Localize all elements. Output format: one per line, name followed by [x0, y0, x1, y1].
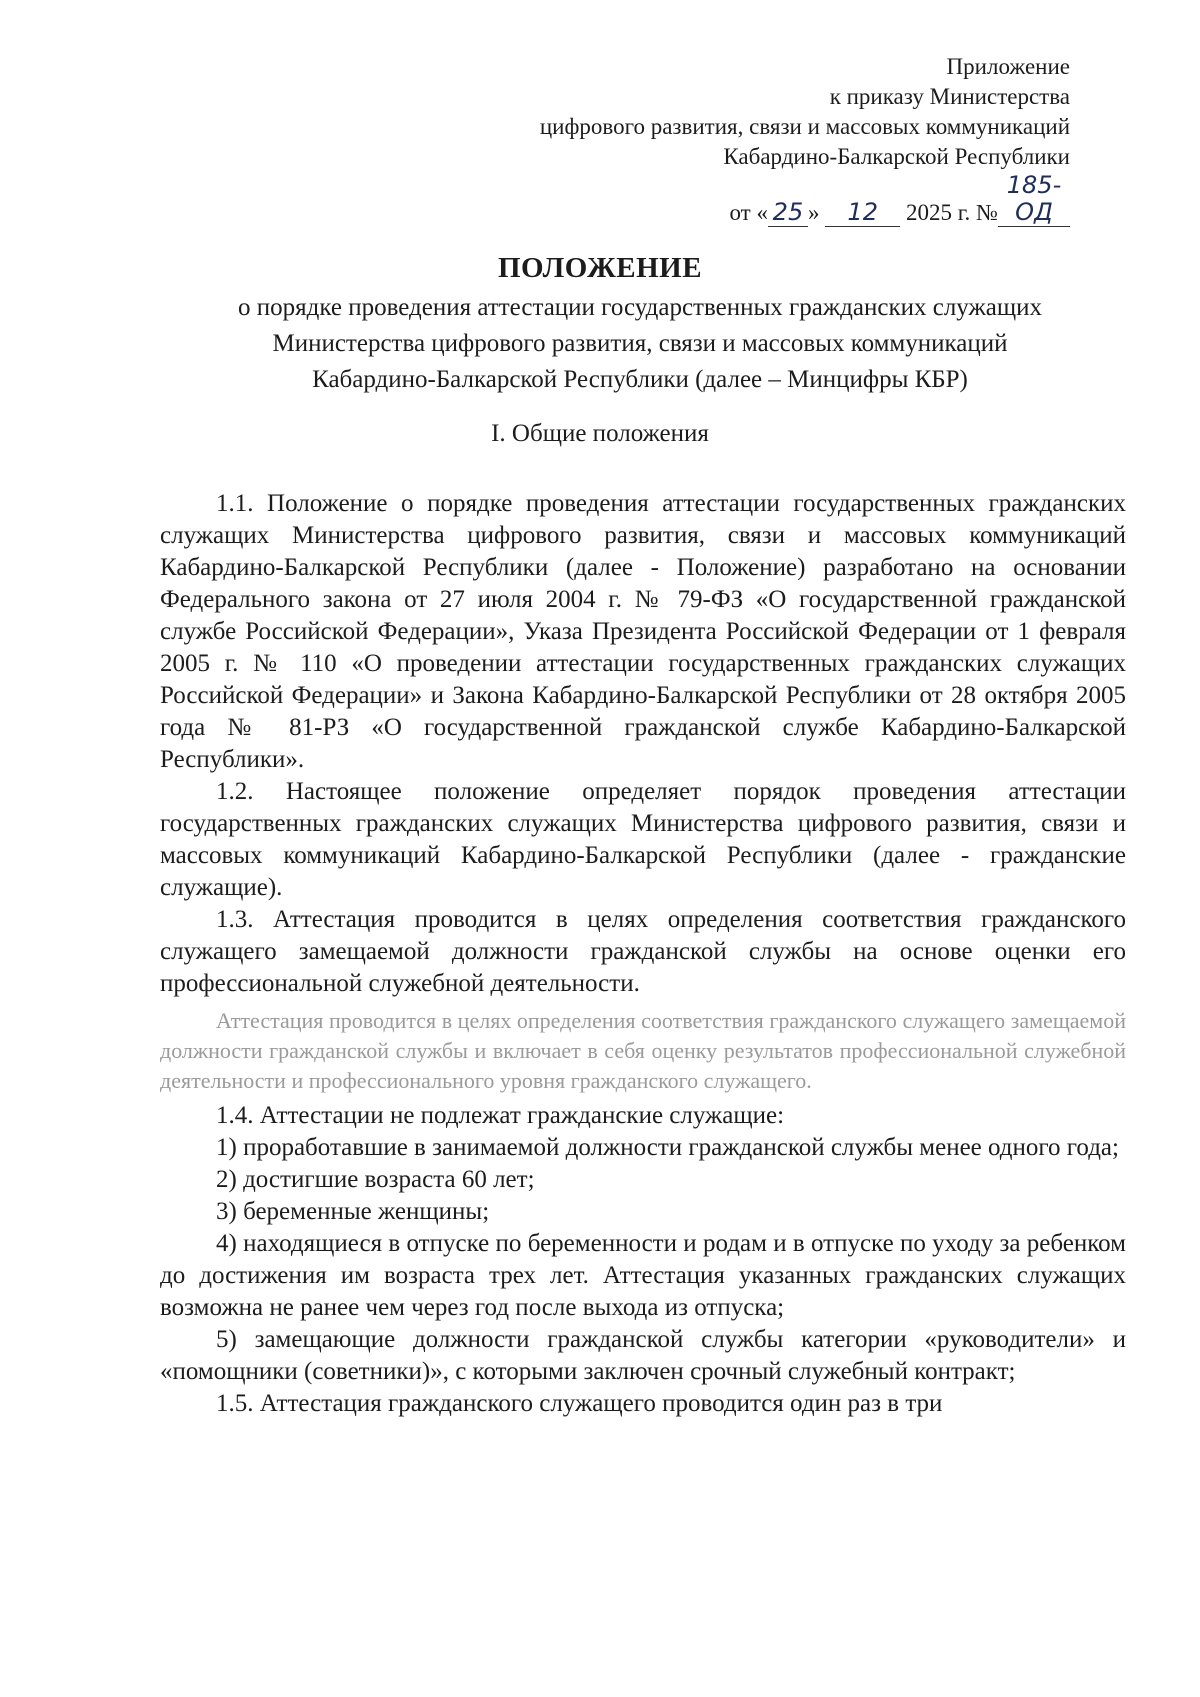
faded-paragraph: Аттестация проводится в целях определения соответствия гражданского служащего замещаемой должности гражданской службы и включает в себя оценку результатов профессиональной служебной деятельности и профессионального уровня гражданского служащего. [160, 1008, 1126, 1093]
attachment-line: к приказу Министерства [829, 84, 1070, 109]
paragraph-1-3: 1.3. Аттестация проводится в целях определения соответствия гражданского служащего замещаемой должности гражданской службы на основе оценки его профессиональной служебной деятельности. [160, 906, 1126, 997]
order-day-handwritten: 25 [772, 198, 804, 226]
paragraph-1-1: 1.1. Положение о порядке проведения аттестации государственных гражданских служащих Министерства цифрового развития, связи и массовых коммуникаций Кабардино-Балкарской Республики (далее - Положение) разработано на основании Федерального закона от 27 июля 2004 г. № 79-ФЗ «О государственной гражданской службе Российской Федерации», Указа Президента Российской Федерации от 1 февраля 2005 г. № 110 «О проведении аттестации государственных гражданских служащих Российской Федерации» и Закона Кабардино-Балкарской Республики от 28 октября 2005 года № 81-РЗ «О государственной гражданской службе Кабардино-Балкарской Республики». [160, 490, 1126, 773]
document-body [160, 488, 1126, 1420]
attachment-line: цифрового развития, связи и массовых коммуникаций [539, 114, 1070, 139]
paragraph-1-2: 1.2. Настоящее положение определяет порядок проведения аттестации государственных гражданских служащих Министерства цифрового развития, связи и массовых коммуникаций Кабардино-Балкарской Республики (далее - гражданские служащие). [160, 778, 1126, 901]
order-date-mid: » [807, 200, 820, 225]
order-month-handwritten: 12 [847, 198, 878, 226]
list-item-2: 2) достигшие возраста 60 лет; [216, 1166, 535, 1193]
document-title: ПОЛОЖЕНИЕ [497, 252, 703, 284]
section-heading: I. Общие положения [491, 420, 709, 447]
paragraph-1-4: 1.4. Аттестации не подлежат гражданские служащие: [216, 1102, 785, 1129]
list-item-5: 5) замещающие должности гражданской службы категории «руководители» и «помощники (советники)», с которыми заключен срочный служебный контракт; [160, 1326, 1126, 1385]
order-number-handwritten: 185-ОД [1006, 171, 1062, 226]
list-item-1: 1) проработавшие в занимаемой должности гражданской службы менее одного года; [216, 1134, 1119, 1161]
attachment-line: Приложение [946, 54, 1070, 79]
order-date-prefix: от « [729, 200, 768, 225]
document-subtitle [160, 290, 1120, 398]
list-item-3: 3) беременные женщины; [216, 1198, 490, 1225]
order-year-text: 2025 г. № [905, 200, 998, 225]
paragraph-1-5: 1.5. Аттестация гражданского служащего проводится один раз в три [216, 1390, 943, 1417]
attachment-line: Кабардино-Балкарской Республики [723, 144, 1070, 169]
order-date-line [540, 172, 1070, 228]
subtitle-line: о порядке проведения аттестации государственных гражданских служащих [238, 294, 1042, 321]
subtitle-line: Министерства цифрового развития, связи и массовых коммуникаций [272, 330, 1008, 357]
list-item-4: 4) находящиеся в отпуске по беременности и родам и в отпуске по уходу за ребенком до достижения им возраста трех лет. Аттестация указанных гражданских служащих возможна не ранее чем через год после выхода из отпуска; [160, 1230, 1126, 1321]
attachment-header [540, 52, 1070, 228]
subtitle-line: Кабардино-Балкарской Республики (далее – Минцифры КБР) [312, 366, 968, 393]
